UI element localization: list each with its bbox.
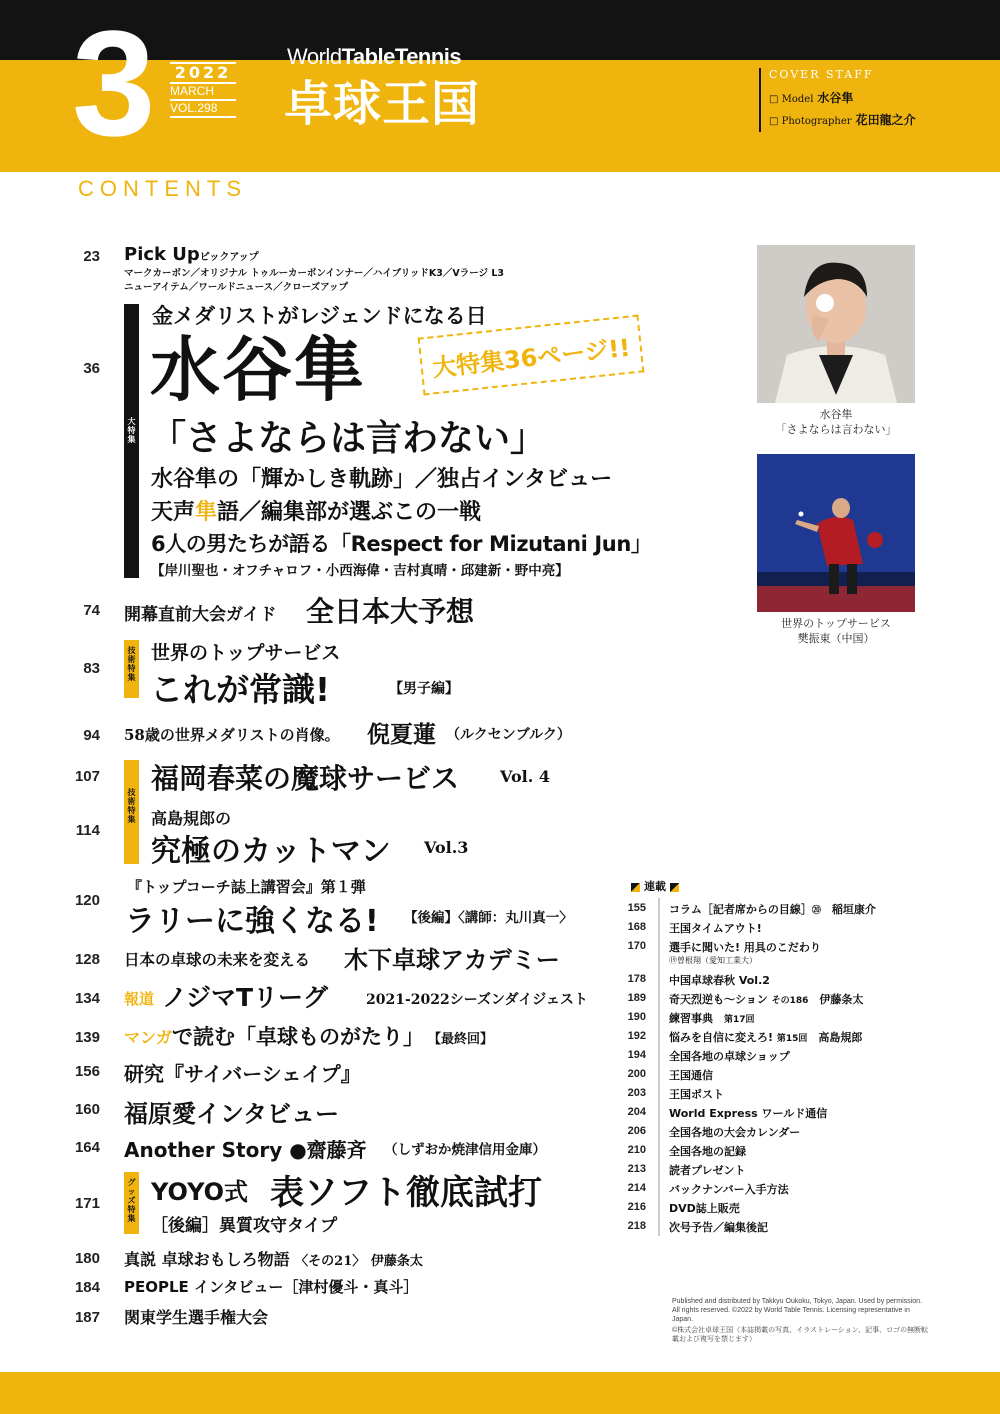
toc-title: PEOPLE インタビュー［津村優斗・真斗］: [124, 1278, 419, 1296]
toc-sub: ［後編］異質攻守タイプ: [151, 1216, 338, 1236]
toc-suffix: 【後編】〈講師：丸川真一〉: [404, 910, 573, 926]
toc-kicker: 日本の卓球の未来を変える: [124, 950, 311, 969]
serial-item: 全国各地の卓球ショップ: [669, 1050, 790, 1063]
page-number: 164: [74, 1139, 100, 1156]
serials-divider: [658, 898, 660, 1236]
flag-icon: [631, 883, 640, 892]
serial-page: 218: [627, 1220, 646, 1232]
serial-page: 216: [627, 1201, 646, 1213]
issue-volume: VOL.298: [170, 101, 236, 118]
feature-tag: 大特集: [124, 417, 139, 444]
serial-item: 奇天烈逆も～ション その186 伊藤条太: [669, 993, 864, 1006]
issue-info: [170, 62, 236, 118]
serial-item: 選手に聞いた! 用具のこだわり ⑲曽根翔（愛知工業大）: [669, 941, 821, 965]
ball-icon: [799, 512, 804, 517]
toc-suffix: Vol.3: [424, 838, 469, 857]
toc-title: ラリーに強くなる!: [125, 904, 379, 939]
toc-title: 表ソフト徹底試打: [270, 1173, 542, 1213]
toc-kicker: 58歳の世界メダリストの肖像。: [124, 726, 340, 744]
toc-sub: マークカーボン／オリジナル トゥルーカーボンインナー／ハイブリッドK3／Vラージ L3: [124, 268, 504, 279]
serial-page: 206: [627, 1125, 646, 1137]
serial-page: 213: [627, 1163, 646, 1175]
toc-title: ノジマTリーグ: [162, 983, 329, 1012]
page-number: 171: [74, 1195, 100, 1212]
page-number: 139: [74, 1029, 100, 1046]
flag-icon: [670, 883, 679, 892]
page-number: 156: [74, 1063, 100, 1080]
page-number: 160: [74, 1101, 100, 1118]
serial-item: バックナンバー入手方法: [669, 1183, 789, 1196]
toc-title: 究極のカットマン: [151, 834, 391, 869]
serial-item: 次号予告／編集後記: [669, 1221, 768, 1234]
serial-item: 王国通信: [669, 1069, 713, 1082]
tech-tag: 技術特集: [124, 760, 139, 864]
toc-label: 報道: [124, 990, 155, 1008]
portrait-illustration: [757, 245, 915, 403]
toc-title: 関東学生選手権大会: [124, 1308, 269, 1327]
page-number: 120: [74, 892, 100, 909]
toc-title-pickup: Pick Upピックアップ: [124, 244, 259, 265]
page-number: 187: [74, 1309, 100, 1326]
toc-kicker: 世界のトップサービス: [151, 642, 341, 664]
serial-item: 練習事典 第17回: [669, 1012, 755, 1025]
photo-caption: 水谷隼 「さよならは言わない」: [775, 408, 897, 436]
toc-headline: 水谷隼: [150, 329, 366, 411]
brand-japanese-logo: 卓球王国: [284, 76, 481, 132]
serial-page: 192: [627, 1030, 646, 1042]
footer-yellow-band: [0, 1372, 1000, 1414]
toc-suffix: 2021-2022シーズンダイジェスト: [366, 992, 588, 1008]
toc-suffix: Vol. 4: [500, 767, 550, 786]
serial-page: 200: [627, 1068, 646, 1080]
tech-tag: 技術特集: [124, 640, 139, 698]
toc-title: で読む「卓球ものがたり」: [172, 1025, 424, 1049]
cover-staff: [759, 68, 979, 132]
toc-kicker: 開幕直前大会ガイド: [124, 605, 277, 625]
feature-badge: 大特集36ページ!!: [418, 315, 645, 396]
toc-title: YOYO式: [151, 1178, 248, 1206]
page-number: 128: [74, 951, 100, 968]
issue-number: 3: [72, 0, 152, 167]
issue-month: MARCH: [170, 84, 236, 101]
toc-label: マンガ: [124, 1028, 173, 1047]
brand-english: WorldTableTennis: [287, 44, 462, 69]
photo-fan-zhendong: [757, 454, 915, 612]
serial-item: 悩みを自信に変えろ! 第15回 高島規郎: [669, 1031, 863, 1044]
toc-title: 全日本大予想: [306, 595, 475, 628]
toc-sub: 【岸川聖也・オフチャロフ・小西海偉・吉村真晴・邱建新・野中亮】: [151, 563, 569, 579]
serial-page: 190: [627, 1011, 646, 1023]
page-number: 114: [75, 822, 100, 839]
page-number: 36: [83, 360, 100, 377]
serial-item: DVD誌上販売: [669, 1202, 740, 1215]
toc-title: 福原愛インタビュー: [124, 1100, 340, 1128]
serial-item: 読者プレゼント: [669, 1164, 746, 1177]
toc-title: 木下卓球アカデミー: [344, 946, 560, 974]
page-number: 184: [74, 1279, 100, 1296]
toc-suffix: 【最終回】: [428, 1032, 494, 1047]
toc-suffix: 【男子編】: [389, 681, 459, 697]
serial-page: 189: [627, 992, 646, 1004]
serial-page: 170: [627, 940, 646, 952]
toc-title: 倪夏蓮: [367, 721, 436, 748]
serial-page: 204: [627, 1106, 646, 1118]
toc-kicker: 『トップコーチ誌上講習会』第１弾: [127, 878, 366, 896]
serial-item: World Express ワールド通信: [669, 1107, 828, 1120]
serial-item: 全国各地の大会カレンダー: [669, 1126, 801, 1139]
serial-page: 155: [627, 902, 646, 914]
toc-suffix: （しずおか焼津信用金庫）: [384, 1142, 546, 1158]
serial-page: 168: [627, 921, 646, 933]
serial-item: 中国卓球春秋 Vol.2: [669, 974, 770, 987]
serial-page: 203: [627, 1087, 646, 1099]
toc-sub: ニューアイテム／ワールドニュース／クローズアップ: [124, 282, 349, 293]
toc-suffix: （ルクセンブルク）: [446, 727, 571, 743]
ball-icon: [816, 294, 834, 312]
page-number: 74: [83, 602, 100, 619]
serial-item: 王国ポスト: [669, 1088, 724, 1101]
toc-title: 真説 卓球おもしろ物語 〈その21〉 伊藤条太: [124, 1250, 423, 1269]
serial-item: 王国タイムアウト!: [669, 922, 762, 935]
serial-item: コラム［記者席からの目線］⑳ 稲垣康介: [669, 903, 876, 916]
serve-illustration: [757, 454, 915, 612]
toc-title: Another Story ●齋藤斉: [124, 1138, 367, 1162]
toc-title: これが常識!: [150, 670, 331, 709]
page-number: 83: [83, 660, 100, 677]
toc-kicker: 高島規郎の: [151, 809, 232, 828]
page-number: 23: [83, 248, 100, 265]
toc-sub: 6人の男たちが語る「Respect for Mizutani Jun」: [151, 532, 652, 556]
toc-title: 福岡春菜の魔球サービス: [151, 762, 460, 795]
serial-page: 178: [627, 973, 646, 985]
cover-staff-title: COVER STAFF: [769, 68, 874, 81]
contents-label: CONTENTS: [78, 176, 247, 201]
page-number: 180: [74, 1250, 100, 1267]
toc-title: 研究『サイバーシェイプ』: [124, 1062, 361, 1086]
cover-staff-model: □ Model 水谷隼: [769, 91, 854, 105]
copyright-note: Published and distributed by Takkyu Oukoku, Tokyo, Japan. Used by permission. All rights reserved. ©2022 by World Table Tennis. Licensing representative in Japan. ©株式会社卓球王国（本誌掲載の写真、イラストレーション、記事、ロゴの無断転載および複写を禁じます）: [672, 1298, 929, 1343]
page-number: 94: [83, 727, 100, 744]
serial-page: 210: [627, 1144, 646, 1156]
goods-tag: グッズ特集: [124, 1172, 139, 1234]
toc-sub: 水谷隼の「輝かしき軌跡」／独占インタビュー: [151, 467, 613, 492]
photo-caption: 世界のトップサービス 樊振東（中国）: [781, 617, 891, 645]
cover-staff-photographer: □ Photographer 花田龍之介: [769, 113, 916, 127]
page-number: 134: [74, 990, 100, 1007]
cover-photo-mizutani: [757, 245, 915, 403]
page-number: 107: [74, 768, 100, 785]
toc-sub: 天声隼語／編集部が選ぶこの一戦: [151, 500, 482, 525]
issue-year: 2022: [170, 62, 236, 84]
serial-page: 194: [627, 1049, 646, 1061]
serials-heading: 連載: [627, 878, 683, 894]
toc-kicker: 金メダリストがレジェンドになる日: [152, 303, 487, 328]
serial-page: 214: [627, 1182, 646, 1194]
toc-quote: 「さよならは言わない」: [150, 417, 547, 459]
serial-item: 全国各地の記録: [669, 1145, 746, 1158]
